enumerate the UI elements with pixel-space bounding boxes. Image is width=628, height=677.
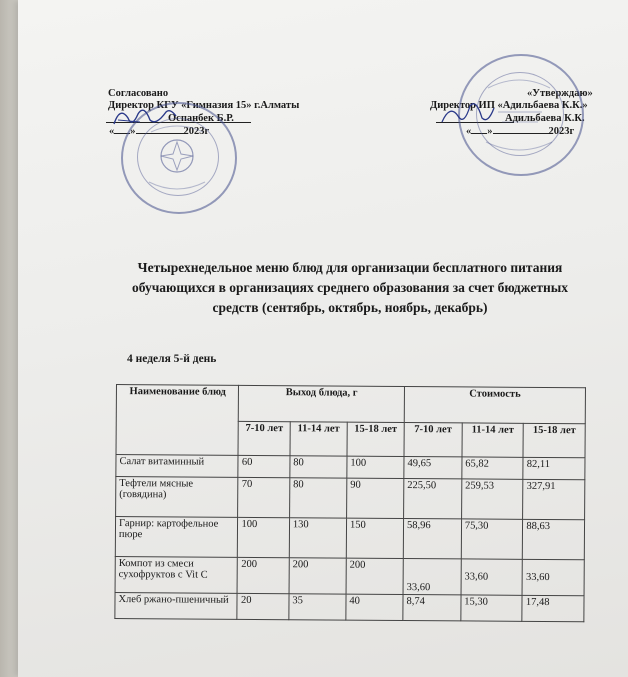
week-day-label: 4 неделя 5-й день [127,353,217,365]
yield-cell: 80 [289,478,346,518]
yield-cell: 70 [238,477,290,517]
signature-left [110,102,180,132]
cost-cell: 33,60 [461,559,523,595]
approval-right-label: «Утверждаю» [527,88,593,99]
cost-cell: 225,50 [404,479,462,519]
cost-cell: 88,63 [523,519,585,559]
signature-right [438,96,498,130]
approval-right-signatory: Адильбаева К.К. [505,113,585,124]
header-dish-name: Наименование блюд [116,385,239,456]
table-row [115,592,584,621]
date-close-quote: » [487,126,493,137]
age-group-header: 11-14 лет [462,423,524,457]
document-page [18,0,628,677]
dish-name: Компот из смеси сухофруктов с Vit C [115,556,238,593]
date-year: 2023г [548,126,575,137]
approval-left-position: Директор КГУ «Гимназия 15» г.Алматы [108,100,300,111]
dish-name: Хлеб ржано-пшеничный [115,592,238,619]
yield-cell: 80 [290,456,347,478]
header-yield: Выход блюда, г [239,385,405,422]
yield-cell: 40 [346,594,403,620]
table-row [115,517,584,560]
date-close-quote: » [130,126,136,137]
cost-cell: 33,60 [522,559,584,595]
menu-table [114,384,586,622]
yield-cell: 20 [237,593,289,619]
date-year: 2023г [183,126,210,137]
table-row [116,455,585,480]
yield-cell: 100 [347,456,404,478]
yield-cell: 130 [289,518,346,558]
cost-cell: 17,48 [522,595,584,621]
cost-cell: 15,30 [461,595,523,621]
yield-cell: 35 [289,594,346,620]
dish-name: Тефтели мясные (говядина) [116,477,239,518]
cost-cell: 75,30 [461,519,523,559]
dish-name: Гарнир: картофельное пюре [115,517,238,558]
date-open-quote: « [109,126,115,137]
yield-cell: 200 [289,558,346,594]
table-row [116,477,585,520]
header-cost: Стоимость [404,387,585,424]
date-open-quote: « [466,126,472,137]
yield-cell: 150 [346,518,403,558]
approval-left-label: Согласовано [108,88,169,99]
yield-cell: 60 [238,455,290,477]
cost-cell: 327,91 [523,479,585,519]
yield-cell: 90 [347,478,404,518]
dish-name: Салат витаминный [116,455,239,478]
cost-cell: 8,74 [403,595,461,621]
cost-cell: 259,53 [461,479,523,519]
cost-cell: 82,11 [523,457,585,479]
approval-right-position: Директор ИП «Адильбаева К.К.» [430,100,588,111]
approval-left-signatory: Оспанбек Б.Р. [168,113,234,124]
yield-cell: 200 [346,558,403,594]
yield-cell: 200 [238,557,290,593]
age-group-header: 15-18 лет [523,423,585,457]
age-group-header: 11-14 лет [290,422,347,456]
age-group-header: 7-10 лет [238,421,290,455]
cost-cell: 49,65 [404,457,462,479]
cost-cell: 65,82 [462,457,524,479]
cost-cell: 58,96 [403,519,461,559]
document-title: Четырехнедельное меню блюд для организации бесплатного питания обучающихся в организациях среднего образования за счет бюджетных средств (сентябрь, октябрь, ноябрь, декабрь) [131,260,569,315]
yield-cell: 100 [238,517,290,557]
age-group-header: 7-10 лет [404,423,462,457]
age-group-header: 15-18 лет [347,422,404,456]
table-row [115,556,584,595]
cost-cell: 33,60 [403,559,461,595]
